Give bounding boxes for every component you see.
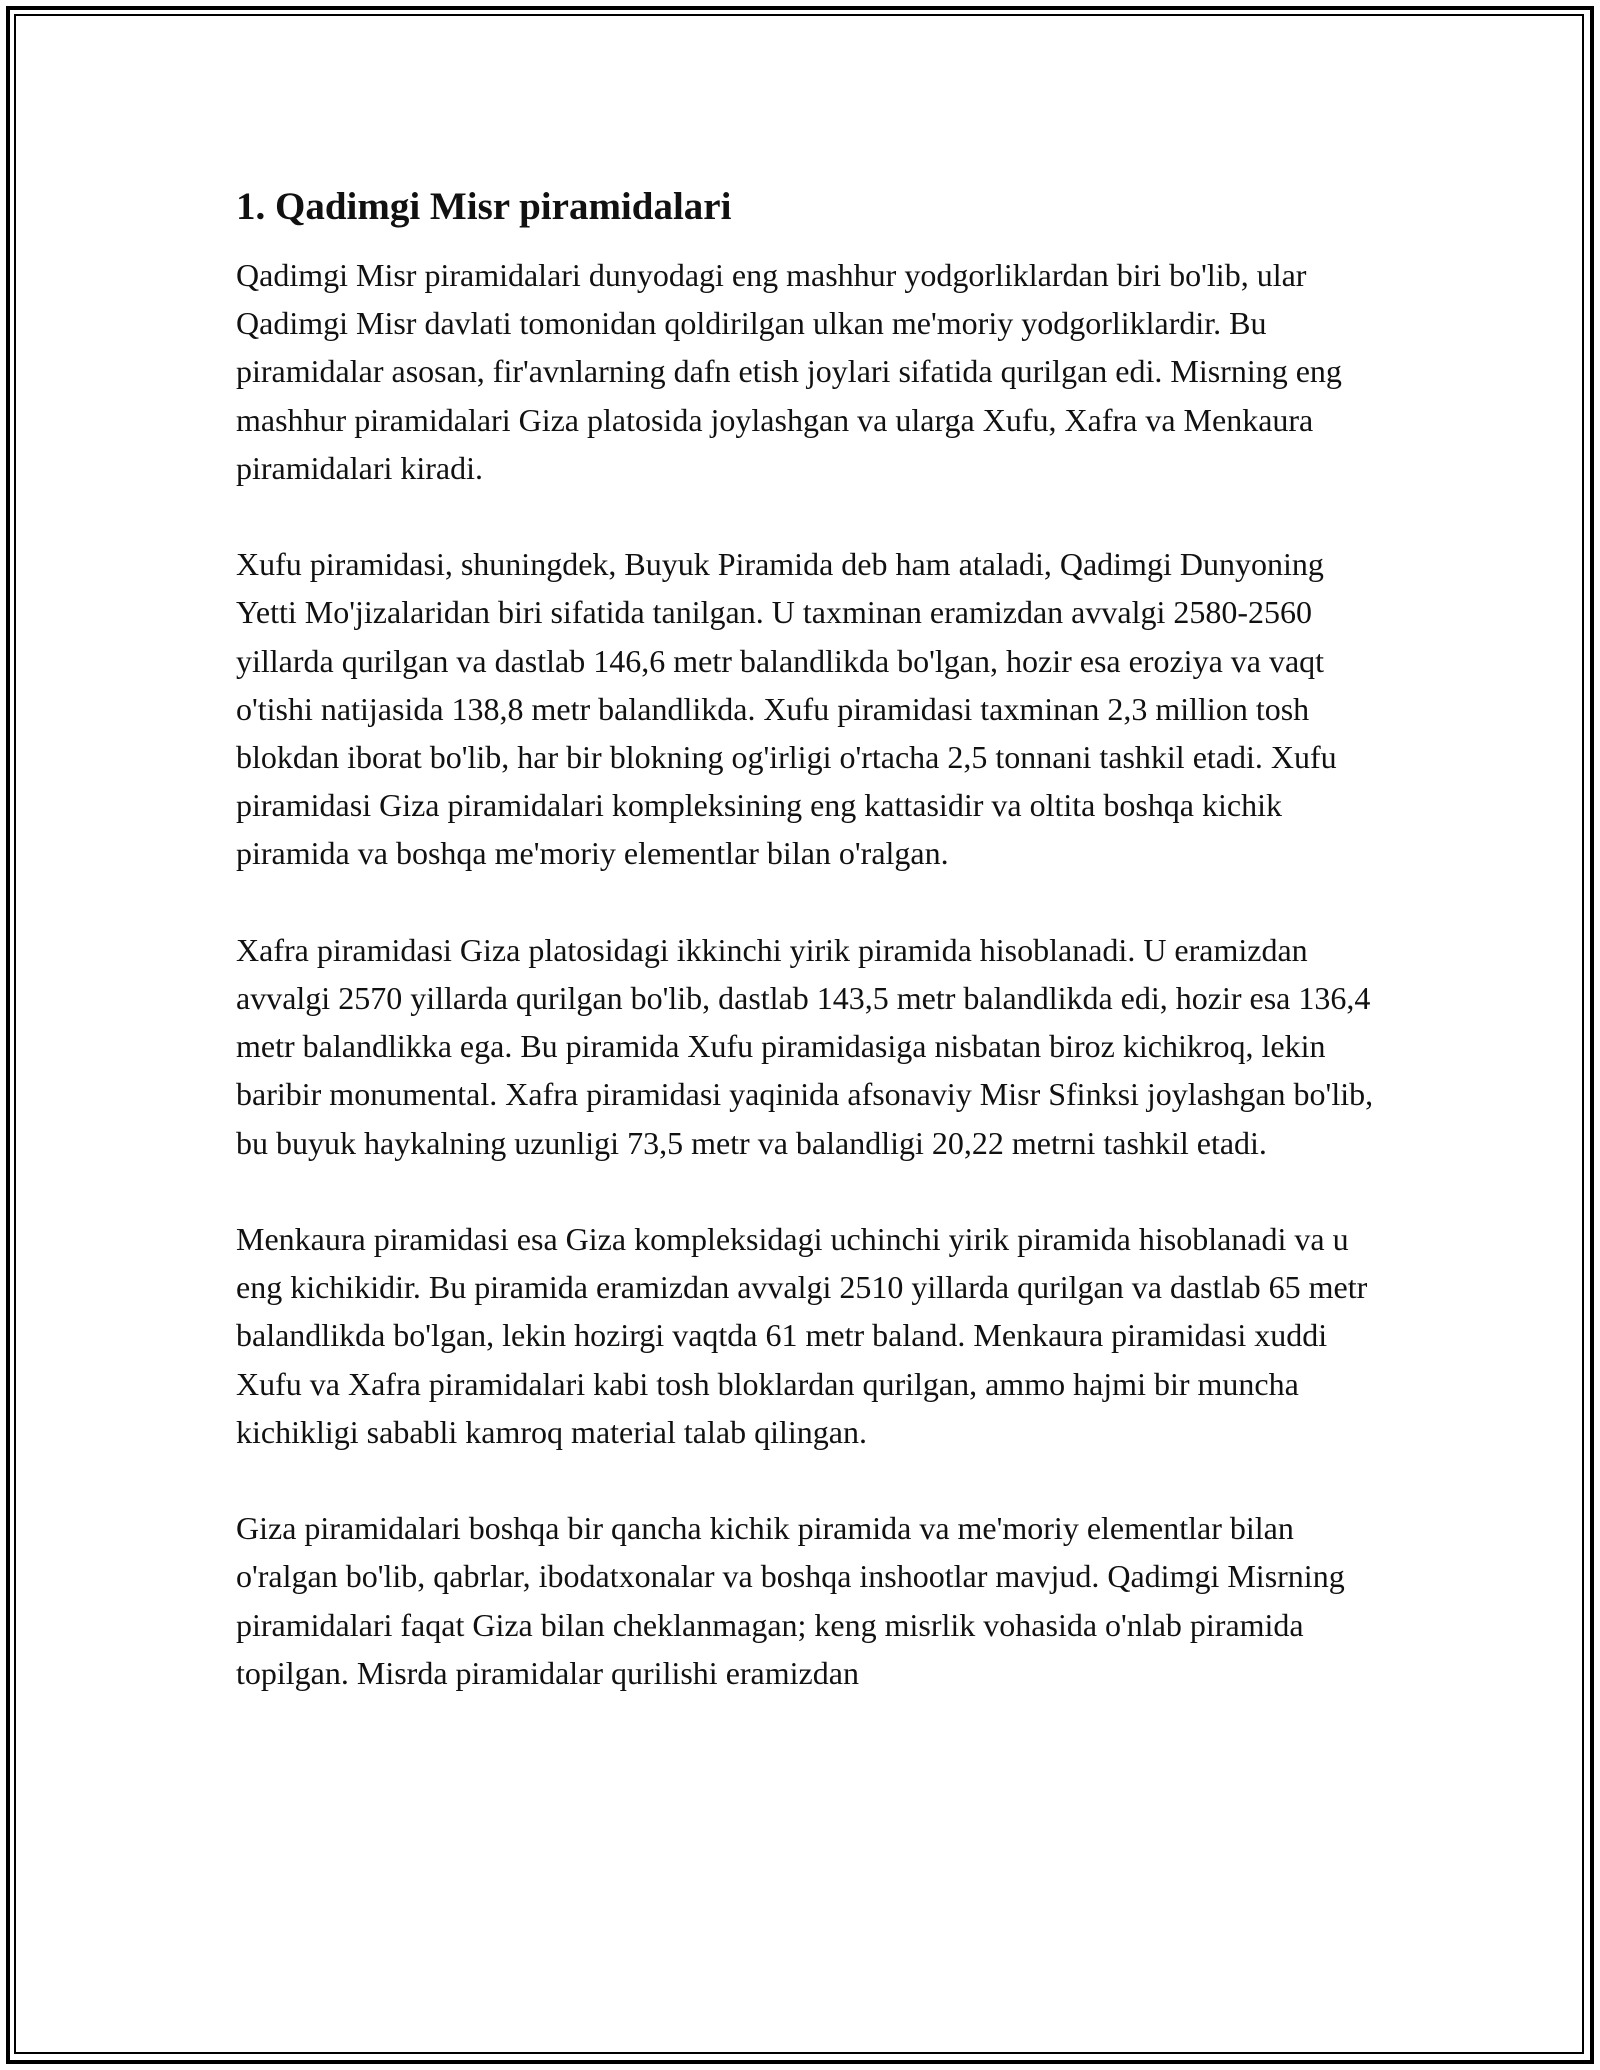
paragraph-menkaure: Menkaura piramidasi esa Giza kompleksidagi uchinchi yirik piramida hisoblanadi va u eng kichikidir. Bu piramida eramizdan avvalgi 2510 yillarda qurilgan va dastlab 65 metr balandlikda bo'lgan, lekin hozirgi vaqtda 61 metr baland. Menkaura piramidasi xuddi Xufu va Xafra piramidalari kabi tosh bloklardan qurilgan, ammo hajmi bir muncha kichikligi sababli kamroq material talab qilingan.	[236, 1221, 1368, 1450]
paragraph-intro: Qadimgi Misr piramidalari dunyodagi eng mashhur yodgorliklardan biri bo'lib, ular Qadimgi Misr davlati tomonidan qoldirilgan ulkan me'moriy yodgorliklardir. Bu piramidalar asosan, fir'avnlarning dafn etish joylari sifatida qurilgan edi. Misrning eng mashhur piramidalari Giza platosida joylashgan va ularga Xufu, Xafra va Menkaura piramidalari kiradi.	[236, 257, 1342, 486]
paragraph-khafre: Xafra piramidasi Giza platosidagi ikkinchi yirik piramida hisoblanadi. U eramizdan avvalgi 2570 yillarda qurilgan bo'lib, dastlab 143,5 metr balandlikda edi, hozir esa 136,4 metr balandlikka ega. Bu piramida Xufu piramidasiga nisbatan biroz kichikroq, lekin baribir monumental. Xafra piramidasi yaqinida afsonaviy Misr Sfinksi joylashgan bo'lib, bu buyuk haykalning uzunligi 73,5 metr va balandligi 20,22 metrni tashkil etadi.	[236, 931, 1374, 1161]
section-heading: 1. Qadimgi Misr piramidalari	[236, 185, 732, 228]
document-page	[236, 183, 1376, 1745]
paragraph-khufu: Xufu piramidasi, shuningdek, Buyuk Piramida deb ham ataladi, Qadimgi Dunyoning Yetti Mo'jizalaridan biri sifatida tanilgan. U taxminan eramizdan avvalgi 2580-2560 yillarda qurilgan va dastlab 146,6 metr balandlikda bo'lgan, hozir esa eroziya va vaqt o'tishi natijasida 138,8 metr balandlikda. Xufu piramidasi taxminan 2,3 million tosh blokdan iborat bo'lib, har bir blokning og'irligi o'rtacha 2,5 tonnani tashkil etadi. Xufu piramidasi Giza piramidalari kompleksining eng kattasidir va oltita boshqa kichik piramida va boshqa me'moriy elementlar bilan o'ralgan.	[236, 546, 1337, 872]
paragraph-giza-complex: Giza piramidalari boshqa bir qancha kichik piramida va me'moriy elementlar bilan o'ralgan bo'lib, qabrlar, ibodatxonalar va boshqa inshootlar mavjud. Qadimgi Misrning piramidalari faqat Giza bilan cheklanmagan; keng misrlik vohasida o'nlab piramida topilgan. Misrda piramidalar qurilishi eramizdan	[236, 1510, 1345, 1691]
